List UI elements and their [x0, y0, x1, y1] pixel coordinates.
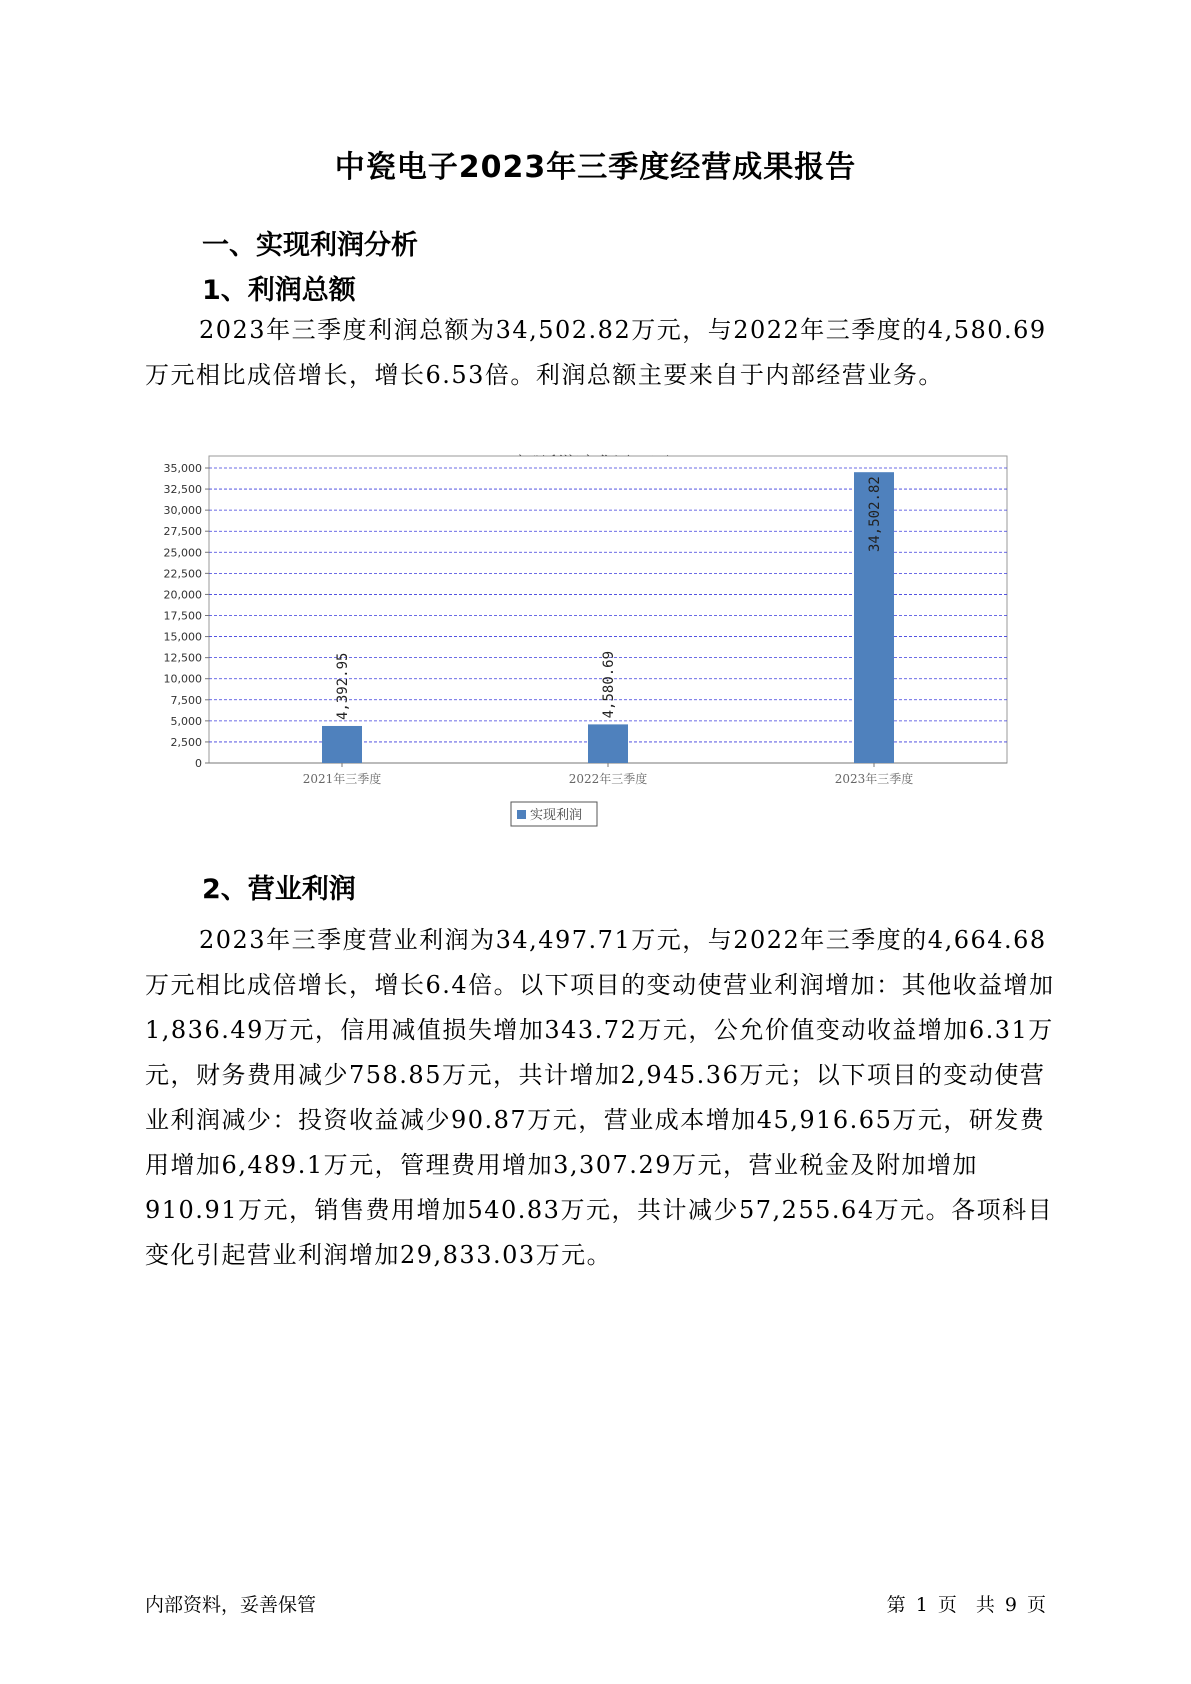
y-tick-label: 30,000	[163, 504, 202, 518]
y-tick-label: 27,500	[163, 525, 202, 539]
data-label: 4,580.69	[601, 650, 617, 719]
y-tick-label: 5,000	[170, 714, 202, 728]
subheading-operating-profit: 2、营业利润	[202, 874, 356, 905]
y-tick-label: 7,500	[170, 693, 202, 707]
x-tick-label: 2022年三季度	[568, 772, 648, 786]
data-label: 34,502.82	[867, 476, 883, 553]
y-tick-label: 17,500	[163, 609, 202, 623]
profit-bar-chart-svg	[145, 445, 1045, 905]
legend-label: 实现利润	[530, 808, 583, 823]
y-tick-label: 35,000	[163, 462, 202, 475]
subheading-total-profit: 1、利润总额	[202, 275, 356, 306]
legend-swatch	[517, 810, 526, 819]
data-label: 4,392.95	[335, 652, 351, 720]
total-profit-paragraph: 2023年三季度利润总额为34,502.82万元，与2022年三季度的4,580.69万元相比成倍增长，增长6.53倍。利润总额主要来自于内部经营业务。	[145, 316, 1047, 389]
y-tick-label: 25,000	[163, 546, 202, 560]
y-tick-label: 10,000	[163, 672, 202, 686]
x-tick-label: 2021年三季度	[302, 772, 382, 786]
report-title: 中瓷电子2023年三季度经营成果报告	[334, 150, 857, 185]
profit-chart	[145, 445, 1045, 905]
y-tick-label: 15,000	[163, 630, 202, 644]
y-tick-label: 20,000	[163, 588, 202, 602]
y-tick-label: 0	[195, 757, 202, 770]
bar	[322, 726, 362, 763]
y-tick-label: 32,500	[163, 483, 202, 497]
y-tick-label: 22,500	[163, 567, 202, 581]
x-tick-label: 2023年三季度	[834, 772, 914, 786]
footer-page-number: 第 1 页 共 9 页	[886, 1594, 1046, 1616]
bar	[588, 724, 628, 763]
operating-profit-paragraph: 2023年三季度营业利润为34,497.71万元，与2022年三季度的4,664.68万元相比成倍增长，增长6.4倍。以下项目的变动使营业利润增加：其他收益增加1,836.49万元，信用减值损失增加343.72万元，公允价值变动收益增加6.31万元，财务费用减少758.85万元，共计增加2,945.36万元；以下项目的变动使营业利润减少：投资收益减少90.87万元，营业成本增加45,916.65万元，研发费用增加6,489.1万元，管理费用增加3,307.29万元，营业税金及附加增加910.91万元，销售费用增加540.83万元，共计减少57,255.64万元。各项科目变化引起营业利润增加29,833.03万元。	[145, 926, 1055, 1269]
y-tick-label: 2,500	[170, 735, 202, 749]
footer-confidential-note: 内部资料，妥善保管	[145, 1594, 317, 1616]
y-tick-label: 12,500	[163, 651, 202, 665]
section-heading-profit-analysis: 一、实现利润分析	[202, 230, 418, 261]
